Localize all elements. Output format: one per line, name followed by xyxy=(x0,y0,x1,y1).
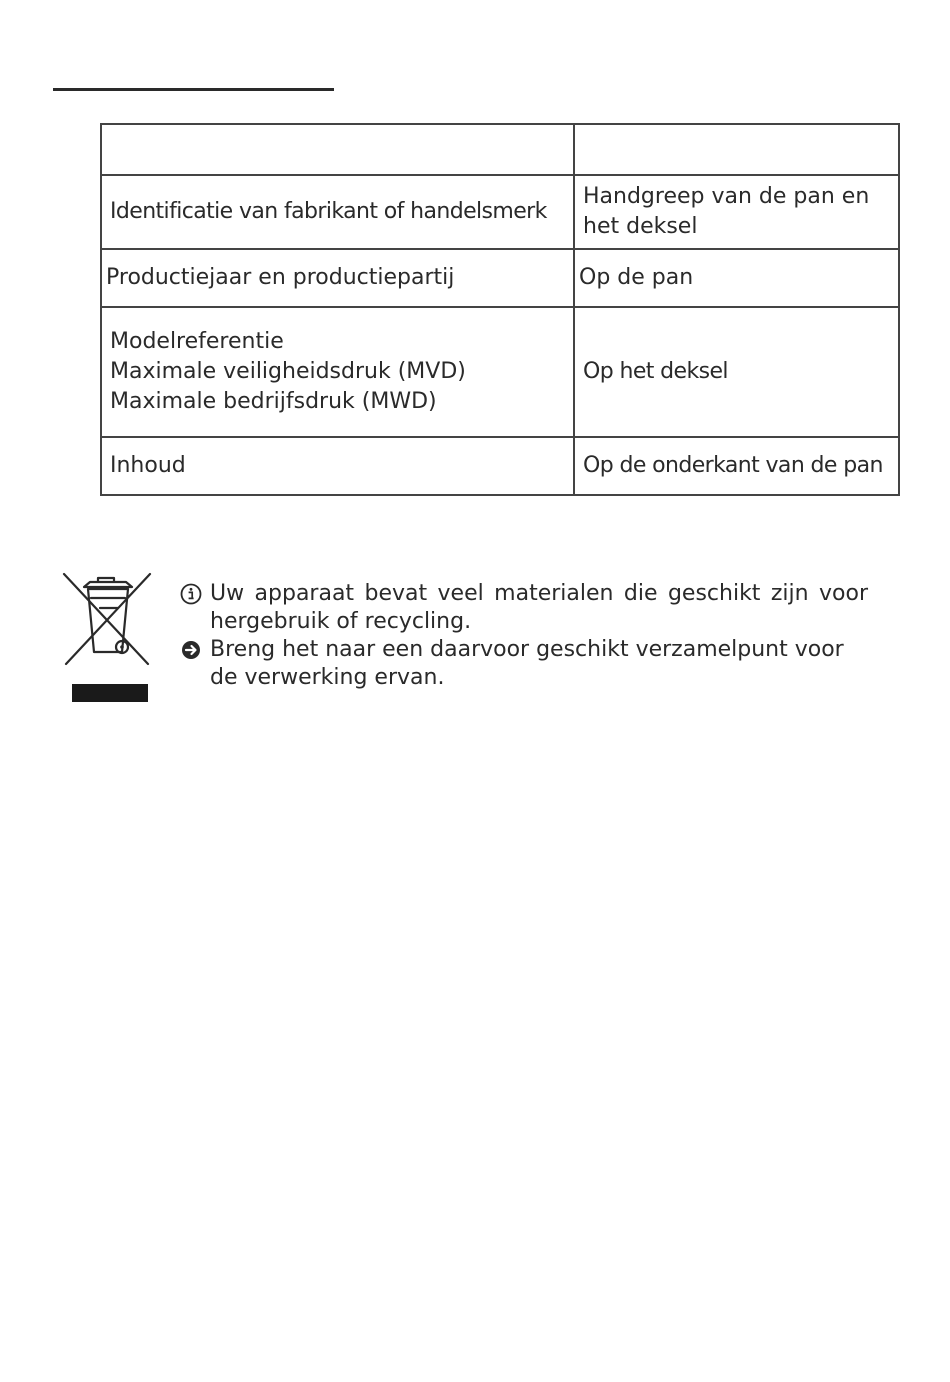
table-row xyxy=(101,175,899,249)
cell-text: Op de onderkant van de pan xyxy=(583,453,883,478)
crossed-out-wheeled-bin-icon xyxy=(60,570,154,704)
note-text: Breng het naar een daarvoor geschikt verzamelpunt voor de verwerking ervan. xyxy=(210,637,844,690)
markings-table xyxy=(100,123,900,496)
table-cell-header-right xyxy=(574,124,899,175)
action-note xyxy=(178,636,868,692)
table-row xyxy=(101,307,899,437)
cell-text: Modelreferentie xyxy=(110,329,284,354)
table-row xyxy=(101,437,899,495)
table-cell-header-left xyxy=(101,124,574,175)
table-header-row xyxy=(101,124,899,175)
info-note xyxy=(178,580,868,636)
cell-text: Inhoud xyxy=(110,453,186,478)
arrow-right-icon xyxy=(178,636,204,664)
environment-notes xyxy=(178,580,868,692)
cell-text: Maximale bedrijfsdruk (MWD) xyxy=(110,389,437,414)
table-cell-location xyxy=(574,307,899,437)
cell-text: Handgreep van de pan en xyxy=(583,184,870,209)
cell-text: Op het deksel xyxy=(583,359,728,384)
table-cell-marking xyxy=(101,437,574,495)
table-cell-location xyxy=(574,437,899,495)
note-text: Uw apparaat bevat veel materialen die geschikt zijn voor hergebruik of recycling. xyxy=(210,581,868,634)
cell-text: het deksel xyxy=(583,214,698,239)
table-cell-marking xyxy=(101,249,574,307)
cell-text: Productiejaar en productiepartij xyxy=(106,265,455,290)
cell-text: Op de pan xyxy=(579,265,694,290)
info-icon xyxy=(178,580,204,608)
table-cell-marking xyxy=(101,175,574,249)
section-heading-rule xyxy=(53,88,334,91)
cell-text: Maximale veiligheidsdruk (MVD) xyxy=(110,359,466,384)
table-row xyxy=(101,249,899,307)
table-cell-location xyxy=(574,175,899,249)
table-cell-marking xyxy=(101,307,574,437)
table-cell-location xyxy=(574,249,899,307)
cell-text: Identificatie van fabrikant of handelsmerk xyxy=(110,199,547,224)
